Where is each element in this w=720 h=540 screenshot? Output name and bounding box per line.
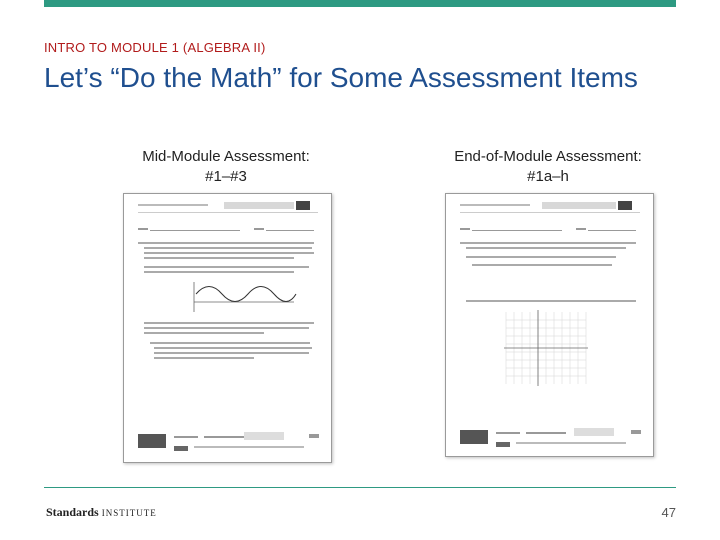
page-number: 47 xyxy=(661,505,676,520)
mid-module-page-image xyxy=(124,194,331,462)
end-module-caption-line2: #1a–h xyxy=(527,168,569,185)
logo-thin-text: INSTITUTE xyxy=(101,508,157,518)
end-module-caption xyxy=(418,147,678,187)
end-module-assessment-thumbnail xyxy=(445,193,654,457)
footer-rule xyxy=(44,487,676,488)
standards-institute-logo xyxy=(46,505,157,520)
end-module-caption-line1: End-of-Module Assessment: xyxy=(454,148,642,165)
top-accent-bar xyxy=(44,0,676,7)
mid-module-caption xyxy=(96,147,356,187)
mid-module-caption-line2: #1–#3 xyxy=(205,168,247,185)
mid-module-assessment-thumbnail xyxy=(123,193,332,463)
logo-strong-text: Standards xyxy=(46,505,99,519)
end-module-page-image xyxy=(446,194,653,456)
slide-title: Let’s “Do the Math” for Some Assessment Items xyxy=(44,62,638,93)
slide-kicker: INTRO TO MODULE 1 (ALGEBRA II) xyxy=(44,40,266,55)
mid-module-caption-line1: Mid-Module Assessment: xyxy=(142,148,310,165)
